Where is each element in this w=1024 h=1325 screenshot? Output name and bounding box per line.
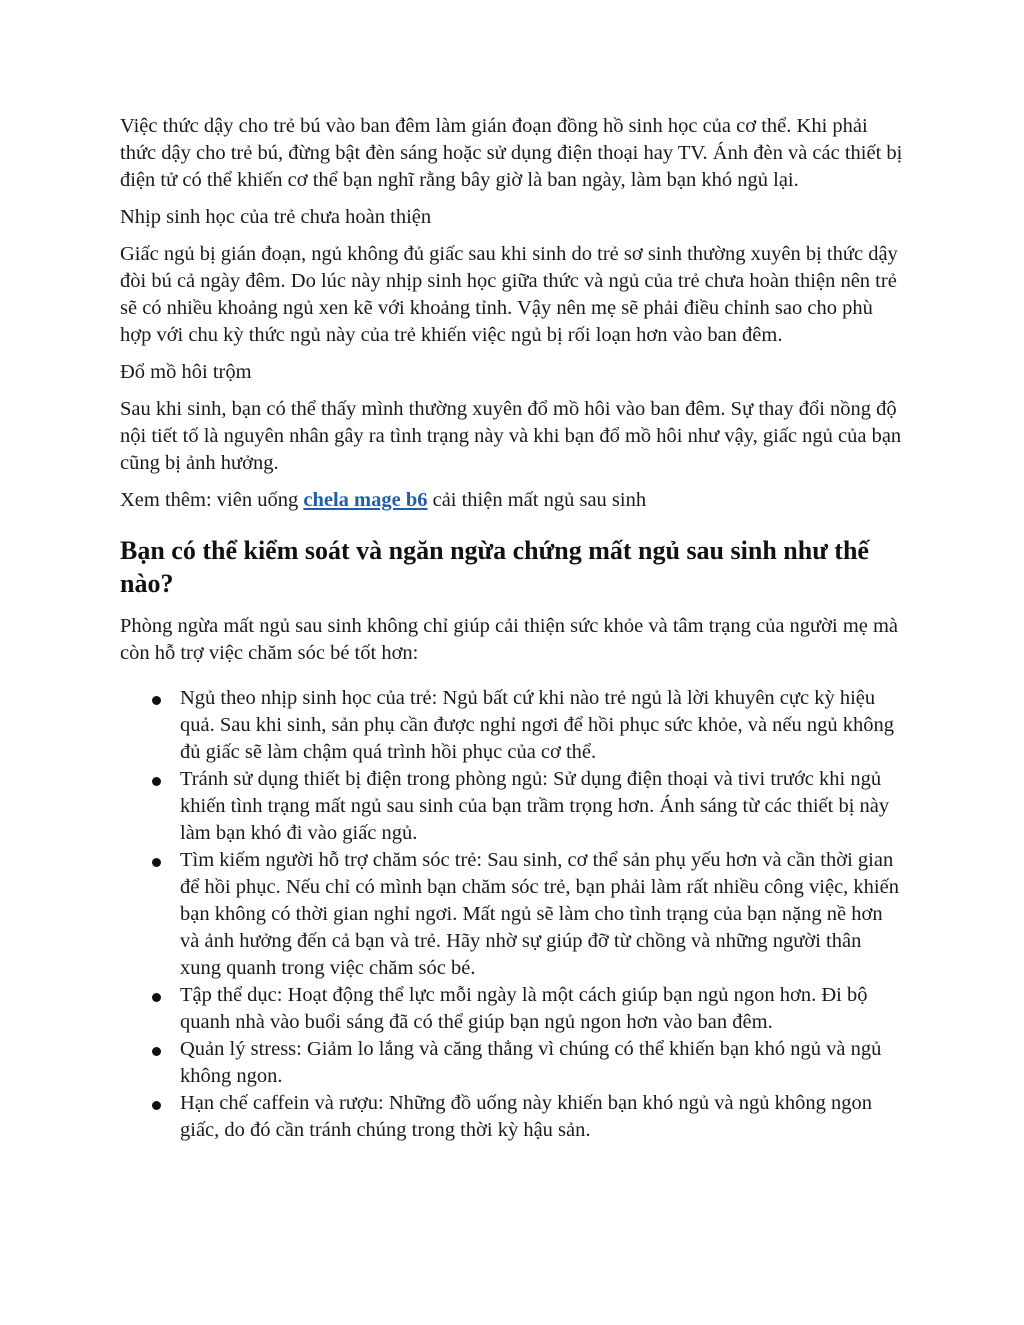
see-more-prefix: Xem thêm: viên uống (120, 489, 304, 511)
chela-mage-b6-link[interactable]: chela mage b6 (303, 489, 428, 511)
list-item (180, 1090, 906, 1144)
bullet-icon (152, 777, 161, 786)
list-item (180, 766, 906, 847)
list-item (180, 982, 906, 1036)
list-item-text: Ngủ theo nhịp sinh học của trẻ: Ngủ bất cứ khi nào trẻ ngủ là lời khuyên cực kỳ hiệu quả. Sau khi sinh, sản phụ cần được nghỉ ngơi để hồi phục sức khỏe, và nếu ngủ không đủ giấc sẽ làm chậm quá trình hồi phục của cơ thể. (180, 687, 895, 763)
bullet-icon (152, 1101, 161, 1110)
list-item-text: Tìm kiếm người hỗ trợ chăm sóc trẻ: Sau sinh, cơ thể sản phụ yếu hơn và cần thời gian để hồi phục. Nếu chỉ có mình bạn chăm sóc trẻ, bạn phải làm rất nhiều công việc, khiến bạn không có thời gian nghỉ ngơi. Mất ngủ sẽ làm cho tình trạng của bạn nặng nề hơn và ảnh hưởng đến cả bạn và trẻ. Hãy nhờ sự giúp đỡ từ chồng và những người thân xung quanh trong việc chăm sóc bé. (180, 849, 899, 979)
bullet-icon (152, 993, 161, 1002)
document-page (120, 113, 906, 1144)
tips-list (120, 685, 906, 1144)
subheading-night-sweats: Đổ mồ hôi trộm (120, 361, 252, 383)
list-item-text: Tập thể dục: Hoạt động thể lực mỗi ngày là một cách giúp bạn ngủ ngon hơn. Đi bộ quanh nhà vào buổi sáng đã có thể giúp bạn ngủ ngon hơn vào ban đêm. (180, 984, 868, 1033)
see-more-suffix: cải thiện mất ngủ sau sinh (427, 489, 647, 511)
section-heading: Bạn có thể kiểm soát và ngăn ngừa chứng mất ngủ sau sinh như thế nào? (120, 536, 869, 598)
intro-paragraph: Phòng ngừa mất ngủ sau sinh không chỉ giúp cải thiện sức khỏe và tâm trạng của người mẹ mà còn hỗ trợ việc chăm sóc bé tốt hơn: (120, 615, 899, 664)
list-item (180, 1036, 906, 1090)
see-more-line (120, 487, 906, 514)
list-item (180, 847, 906, 982)
list-item-text: Tránh sử dụng thiết bị điện trong phòng ngủ: Sử dụng điện thoại và tivi trước khi ngủ khiến tình trạng mất ngủ sau sinh của bạn trầm trọng hơn. Ánh sáng từ các thiết bị này làm bạn khó đi vào giấc ngủ. (180, 768, 890, 844)
subheading-baby-rhythm: Nhịp sinh học của trẻ chưa hoàn thiện (120, 206, 432, 228)
list-item (180, 685, 906, 766)
paragraph-night-feeding: Việc thức dậy cho trẻ bú vào ban đêm làm gián đoạn đồng hồ sinh học của cơ thể. Khi phải thức dậy cho trẻ bú, đừng bật đèn sáng hoặc sử dụng điện thoại hay TV. Ánh đèn và các thiết bị điện tử có thể khiến cơ thể bạn nghĩ rằng bây giờ là ban ngày, làm bạn khó ngủ lại. (120, 115, 903, 191)
paragraph-baby-rhythm: Giấc ngủ bị gián đoạn, ngủ không đủ giấc sau khi sinh do trẻ sơ sinh thường xuyên bị thức dậy đòi bú cả ngày đêm. Do lúc này nhịp sinh học giữa thức và ngủ của trẻ chưa hoàn thiện nên trẻ sẽ có nhiều khoảng ngủ xen kẽ với khoảng tỉnh. Vậy nên mẹ sẽ phải điều chỉnh sao cho phù hợp với chu kỳ thức ngủ này của trẻ khiến việc ngủ bị rối loạn hơn vào ban đêm. (120, 243, 898, 346)
paragraph-night-sweats: Sau khi sinh, bạn có thể thấy mình thường xuyên đổ mồ hôi vào ban đêm. Sự thay đổi nồng độ nội tiết tố là nguyên nhân gây ra tình trạng này và khi bạn đổ mồ hôi như vậy, giấc ngủ của bạn cũng bị ảnh hưởng. (120, 398, 902, 474)
list-item-text: Quản lý stress: Giảm lo lắng và căng thẳng vì chúng có thể khiến bạn khó ngủ và ngủ không ngon. (180, 1038, 882, 1087)
list-item-text: Hạn chế caffein và rượu: Những đồ uống này khiến bạn khó ngủ và ngủ không ngon giấc, do đó cần tránh chúng trong thời kỳ hậu sản. (180, 1092, 872, 1141)
bullet-icon (152, 858, 161, 867)
bullet-icon (152, 696, 161, 705)
bullet-icon (152, 1047, 161, 1056)
